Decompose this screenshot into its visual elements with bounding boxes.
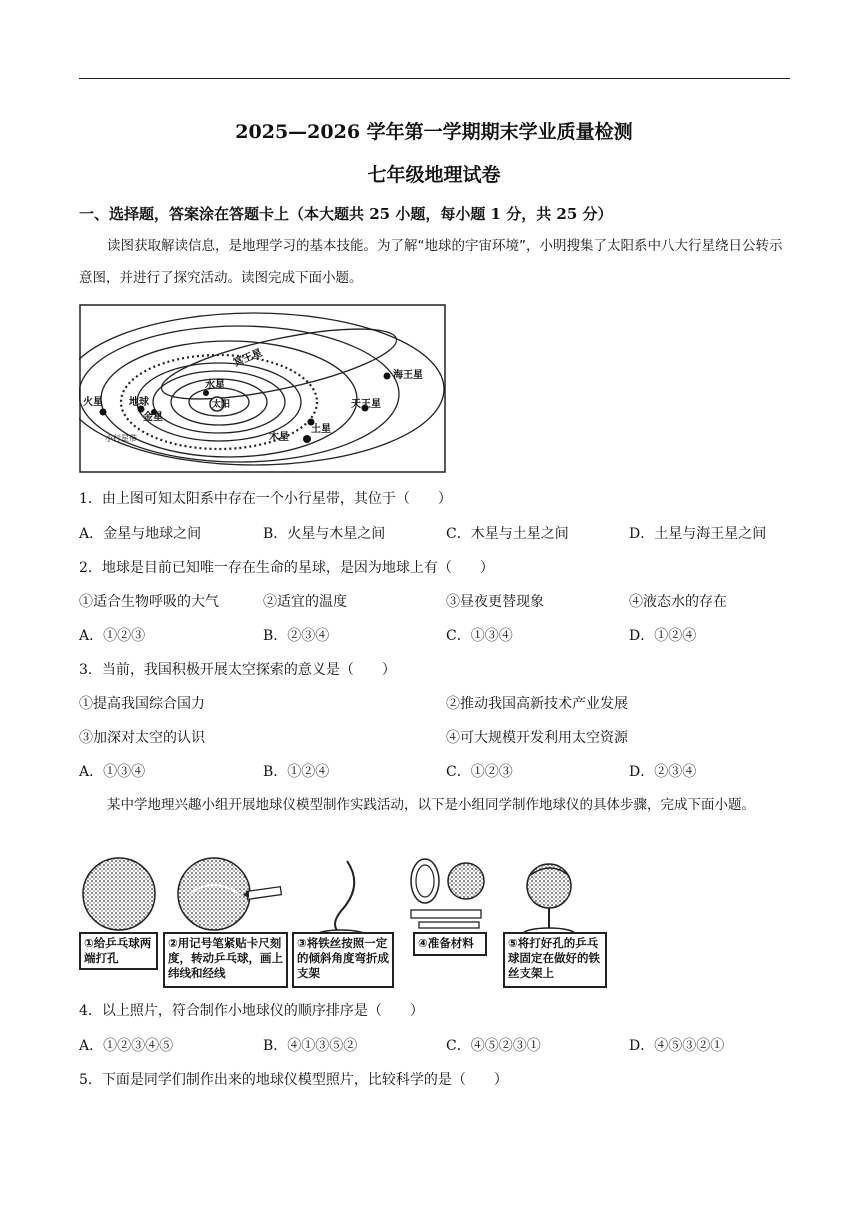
intro-text-1: 读图获取解读信息，是地理学习的基本技能。为了解“地球的宇宙环境”，小明搜集了太阳系中八大行星绕日公转示意图，并进行了探究活动。读图完成下面小题。 [79, 238, 783, 286]
q2-item-2: ②适宜的温度 [263, 594, 347, 610]
q2-option-b[interactable]: B．②③④ [263, 628, 330, 644]
label-jupiter: 木星 [269, 432, 289, 443]
section-heading: 一、选择题，答案涂在答题卡上（本大题共 25 小题，每小题 1 分，共 25 分） [79, 205, 613, 223]
q1-option-a[interactable]: A．金星与地球之间 [79, 526, 202, 542]
caption-step-4: ④准备材料 [413, 932, 487, 956]
q1-option-c[interactable]: C．木星与土星之间 [446, 526, 569, 542]
intro-text-2: 某中学地理兴趣小组开展地球仪模型制作实践活动，以下是小组同学制作地球仪的具体步骤，完成下面小题。 [107, 797, 755, 813]
q3-option-c[interactable]: C．①②③ [446, 764, 513, 780]
label-uranus: 天王星 [351, 399, 381, 410]
q3-stem: 3．当前，我国积极开展太空探索的意义是（ ） [79, 662, 396, 678]
q2-option-a[interactable]: A．①②③ [79, 628, 146, 644]
caption-step-1: ①给乒乓球两端打孔 [79, 932, 158, 970]
caption-step-3: ③将铁丝按照一定的倾斜角度弯折成支架 [292, 932, 394, 988]
q4-stem: 4．以上照片，符合制作小地球仪的顺序排序是（ ） [79, 1003, 424, 1019]
top-rule [79, 78, 790, 79]
exam-title: 2025—2026 学年第一学期期末学业质量检测 [235, 121, 633, 143]
q2-item-4: ④液态水的存在 [629, 594, 727, 610]
q2-item-1: ①适合生物呼吸的大气 [79, 594, 219, 610]
q4-option-a[interactable]: A．①②③④⑤ [79, 1038, 174, 1054]
label-mars: 火星 [83, 397, 103, 408]
label-pluto: 冥王星 [231, 347, 264, 370]
label-sun: 太阳 [212, 400, 231, 410]
q4-option-c[interactable]: C．④⑤②③① [446, 1038, 541, 1054]
solar-system-diagram [79, 304, 446, 473]
label-earth: 地球 [129, 397, 149, 408]
q4-option-d[interactable]: D．④⑤③②① [629, 1038, 725, 1054]
exam-subtitle: 七年级地理试卷 [367, 164, 501, 186]
q5-stem: 5．下面是同学们制作出来的地球仪模型照片，比较科学的是（ ） [79, 1072, 508, 1088]
caption-step-5: ⑤将打好孔的乒乓球固定在做好的铁丝支架上 [503, 932, 607, 988]
q3-option-a[interactable]: A．①③④ [79, 764, 146, 780]
q2-option-d[interactable]: D．①②④ [629, 628, 697, 644]
label-saturn: 土星 [311, 424, 331, 435]
intro-paragraph-2 [79, 789, 790, 821]
q2-item-3: ③昼夜更替现象 [446, 594, 544, 610]
label-venus: 金星 [143, 412, 163, 423]
q3-item-1: ①提高我国综合国力 [79, 696, 205, 712]
q1-option-b[interactable]: B．火星与木星之间 [263, 526, 386, 542]
q2-option-c[interactable]: C．①③④ [446, 628, 513, 644]
intro-paragraph-1 [79, 230, 790, 294]
label-mercury: 水星 [205, 380, 225, 391]
q2-stem: 2．地球是目前已知唯一存在生命的星球，是因为地球上有（ ） [79, 560, 494, 576]
q3-option-b[interactable]: B．①②④ [263, 764, 330, 780]
label-neptune: 海王星 [393, 370, 423, 381]
q4-option-b[interactable]: B．④①③⑤② [263, 1038, 358, 1054]
globe-steps-figure [79, 856, 751, 988]
caption-step-2: ②用记号笔紧贴卡尺刻度，转动乒乓球，画上纬线和经线 [163, 932, 288, 988]
q3-item-4: ④可大规模开发利用太空资源 [446, 730, 628, 746]
q3-item-3: ③加深对太空的认识 [79, 730, 205, 746]
label-asteroid-belt: 小行星带 [105, 434, 137, 443]
q3-option-d[interactable]: D．②③④ [629, 764, 697, 780]
q1-option-d[interactable]: D．土星与海王星之间 [629, 526, 767, 542]
q3-item-2: ②推动我国高新技术产业发展 [446, 696, 628, 712]
q1-stem: 1．由上图可知太阳系中存在一个小行星带，其位于（ ） [79, 491, 452, 507]
